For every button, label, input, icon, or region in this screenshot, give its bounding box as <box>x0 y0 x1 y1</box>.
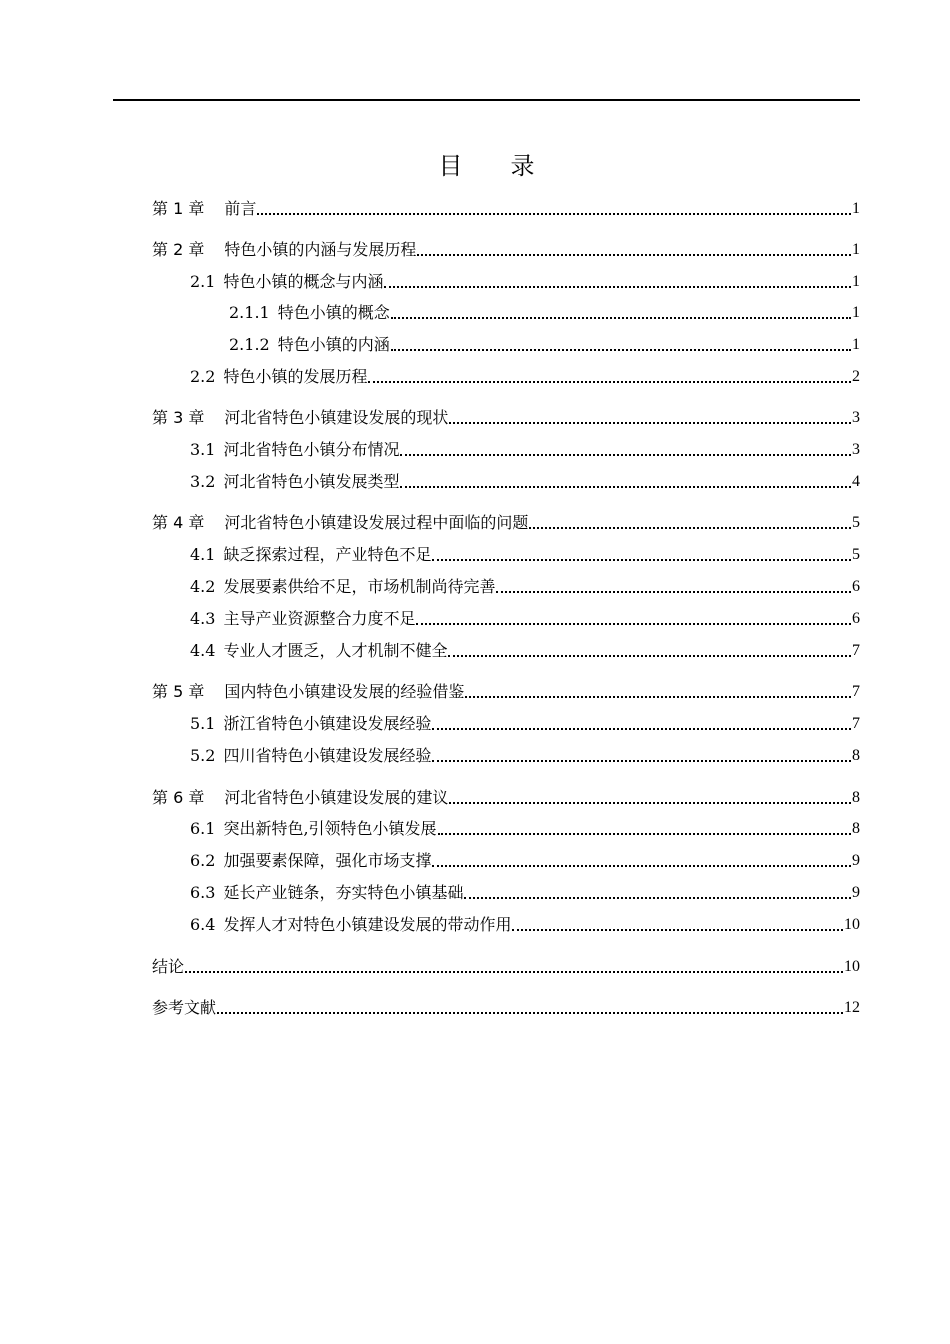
toc-entry-number: 2.1.1 <box>229 303 270 322</box>
toc-entry-title: 河北省特色小镇建设发展过程中面临的问题 <box>224 513 529 532</box>
toc-entry-page-number: 2 <box>852 368 860 385</box>
toc-dot-leader <box>449 802 851 804</box>
toc-dot-leader <box>432 559 851 561</box>
toc-entry[interactable] <box>229 299 860 323</box>
toc-entry-title: 河北省特色小镇分布情况 <box>223 440 400 459</box>
toc-entry-title: 国内特色小镇建设发展的经验借鉴 <box>224 682 465 701</box>
toc-entry-title: 浙江省特色小镇建设发展经验 <box>223 714 432 733</box>
toc-entry-title: 缺乏探索过程，产业特色不足 <box>223 545 432 564</box>
toc-dot-leader <box>448 655 851 657</box>
toc-dot-leader <box>400 486 851 488</box>
toc-entry-title: 参考文献 <box>152 998 217 1017</box>
toc-dot-leader <box>432 865 851 867</box>
toc-entry[interactable] <box>152 994 860 1018</box>
toc-entry[interactable] <box>190 742 860 766</box>
toc-entry-number: 5.2 <box>190 746 216 765</box>
toc-dot-leader <box>529 527 851 529</box>
toc-entry-title: 特色小镇的发展历程 <box>223 367 368 386</box>
toc-entry-page-number: 8 <box>852 820 860 837</box>
toc-entry-number: 4.1 <box>190 545 216 564</box>
toc-entry-page-number: 9 <box>852 884 860 901</box>
toc-entry-number: 2.2 <box>190 367 216 386</box>
toc-dot-leader <box>391 317 851 319</box>
toc-entry-number: 5.1 <box>190 714 216 733</box>
toc-entry-page-number: 7 <box>852 715 860 732</box>
toc-dot-leader <box>432 728 851 730</box>
toc-entry[interactable] <box>190 879 860 903</box>
toc-entry-number: 2.1 <box>190 272 216 291</box>
toc-entry-number: 4.2 <box>190 577 216 596</box>
toc-dot-leader <box>417 254 851 256</box>
toc-entry-page-number: 1 <box>852 241 860 258</box>
toc-dot-leader <box>432 760 851 762</box>
toc-entry-title: 特色小镇的内涵 <box>277 335 390 354</box>
toc-dot-leader <box>185 971 843 973</box>
toc-entry[interactable] <box>190 363 860 387</box>
toc-entry-number: 6.3 <box>190 883 216 902</box>
toc-entry-title: 特色小镇的概念 <box>277 303 390 322</box>
toc-entry[interactable] <box>190 541 860 565</box>
toc-dot-leader <box>449 422 851 424</box>
toc-entry-number: 2.1.2 <box>229 335 270 354</box>
toc-entry-page-number: 1 <box>852 304 860 321</box>
toc-entry-title: 主导产业资源整合力度不足 <box>223 609 416 628</box>
toc-entry-page-number: 5 <box>852 514 860 531</box>
toc-entry-title: 河北省特色小镇建设发展的建议 <box>224 788 449 807</box>
toc-dot-leader <box>368 381 851 383</box>
toc-entry[interactable] <box>152 404 860 428</box>
toc-entry[interactable] <box>190 605 860 629</box>
toc-entry[interactable] <box>190 468 860 492</box>
toc-entry-title: 加强要素保障，强化市场支撑 <box>223 851 432 870</box>
toc-entry-title: 结论 <box>152 957 185 976</box>
toc-dot-leader <box>512 929 843 931</box>
toc-dot-leader <box>400 454 851 456</box>
toc-dot-leader <box>464 897 851 899</box>
toc-entry[interactable] <box>190 847 860 871</box>
toc-entry-title: 河北省特色小镇建设发展的现状 <box>224 408 449 427</box>
toc-entry-number: 3.2 <box>190 472 216 491</box>
toc-entry-page-number: 1 <box>852 273 860 290</box>
toc-entry-number: 6.4 <box>190 915 216 934</box>
toc-entry-number: 6.2 <box>190 851 216 870</box>
toc-entry[interactable] <box>229 331 860 355</box>
toc-entry-page-number: 1 <box>852 200 860 217</box>
toc-entry-title: 发挥人才对特色小镇建设发展的带动作用 <box>223 915 512 934</box>
toc-entry-page-number: 6 <box>852 610 860 627</box>
toc-entry-title: 特色小镇的概念与内涵 <box>223 272 384 291</box>
page-title-left: 目 <box>438 152 465 180</box>
toc-entry-page-number: 3 <box>852 441 860 458</box>
toc-entry-page-number: 4 <box>852 473 860 490</box>
toc-entry-page-number: 9 <box>852 852 860 869</box>
toc-dot-leader <box>438 833 851 835</box>
toc-entry-number: 第 5 章 <box>152 682 205 701</box>
toc-entry-page-number: 7 <box>852 683 860 700</box>
toc-entry-page-number: 1 <box>852 336 860 353</box>
toc-entry-number: 3.1 <box>190 440 216 459</box>
toc-entry[interactable] <box>152 784 860 808</box>
toc-entry-title: 四川省特色小镇建设发展经验 <box>223 746 432 765</box>
toc-entry-title: 专业人才匮乏，人才机制不健全 <box>223 641 448 660</box>
toc-entry-number: 第 3 章 <box>152 408 205 427</box>
toc-dot-leader <box>465 696 851 698</box>
toc-entry[interactable] <box>190 573 860 597</box>
toc-entry-page-number: 10 <box>844 916 860 933</box>
toc-entry-page-number: 8 <box>852 789 860 806</box>
toc-entry-number: 4.3 <box>190 609 216 628</box>
toc-entry-title: 突出新特色,引领特色小镇发展 <box>223 819 437 838</box>
toc-entry[interactable] <box>190 710 860 734</box>
toc-dot-leader <box>217 1012 843 1014</box>
toc-entry[interactable] <box>152 953 860 977</box>
toc-entry-number: 第 6 章 <box>152 788 205 807</box>
toc-entry-title: 延长产业链条，夯实特色小镇基础 <box>223 883 464 902</box>
toc-dot-leader <box>384 286 851 288</box>
toc-dot-leader <box>496 591 851 593</box>
toc-entry-number: 4.4 <box>190 641 216 660</box>
toc-entry[interactable] <box>190 815 860 839</box>
toc-entry-title: 发展要素供给不足，市场机制尚待完善 <box>223 577 496 596</box>
toc-entry-page-number: 6 <box>852 578 860 595</box>
toc-entry-page-number: 7 <box>852 642 860 659</box>
toc-entry-page-number: 8 <box>852 747 860 764</box>
toc-entry-page-number: 10 <box>844 958 860 975</box>
toc-entry[interactable] <box>190 436 860 460</box>
toc-entry-page-number: 5 <box>852 546 860 563</box>
toc-entry[interactable] <box>152 678 860 702</box>
toc-entry-number: 第 2 章 <box>152 240 205 259</box>
toc-dot-leader <box>416 623 851 625</box>
toc-entry-page-number: 3 <box>852 409 860 426</box>
toc-entry[interactable] <box>152 236 860 260</box>
toc-entry-number: 第 1 章 <box>152 199 205 218</box>
toc-entry[interactable] <box>190 268 860 292</box>
toc-entry[interactable] <box>152 509 860 533</box>
toc-dot-leader <box>257 213 851 215</box>
toc-entry-title: 前言 <box>224 199 257 218</box>
toc-dot-leader <box>391 349 851 351</box>
toc-entry-number: 6.1 <box>190 819 216 838</box>
toc-entry-title: 河北省特色小镇发展类型 <box>223 472 400 491</box>
toc-entry[interactable] <box>190 911 860 935</box>
toc-entry-title: 特色小镇的内涵与发展历程 <box>224 240 417 259</box>
toc-entry-number: 第 4 章 <box>152 513 205 532</box>
toc-entry-page-number: 12 <box>844 999 860 1016</box>
toc-entry[interactable] <box>190 637 860 661</box>
toc-entry[interactable] <box>152 195 860 219</box>
page-title-right: 录 <box>510 152 537 180</box>
